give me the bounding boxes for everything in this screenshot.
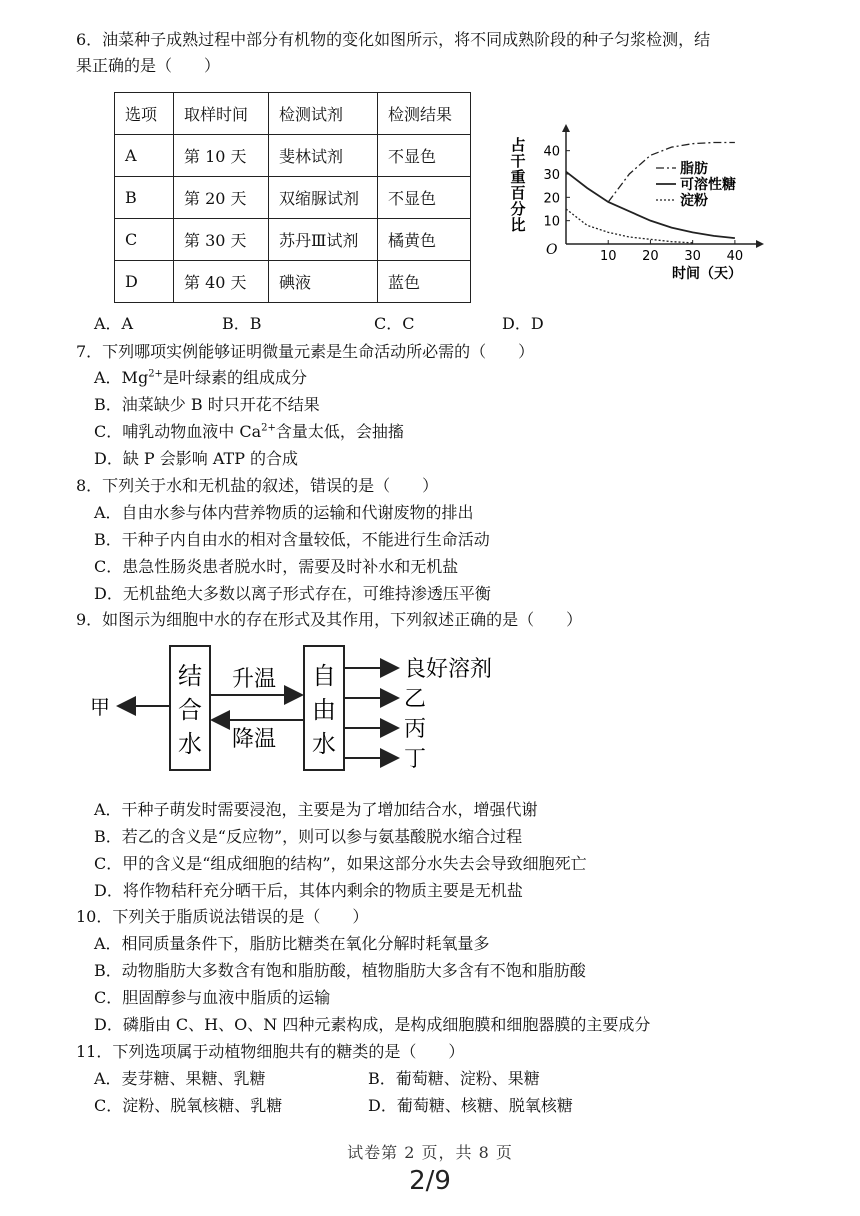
free-water-label: 自由水 bbox=[312, 662, 336, 758]
table-header-cell: 检测结果 bbox=[378, 93, 471, 135]
table-row bbox=[115, 135, 471, 177]
table-cell: 不显色 bbox=[378, 135, 471, 177]
chart-legend bbox=[656, 160, 736, 209]
table-cell: 双缩脲试剂 bbox=[269, 177, 378, 219]
chart-y-tick-label: 30 bbox=[543, 168, 560, 183]
q10-option-d: D．磷脂由 C、H、O、N 四种元素构成，是构成细胞膜和细胞器膜的主要成分 bbox=[94, 1015, 651, 1034]
chart-x-axis-arrow bbox=[756, 240, 764, 248]
heating-label: 升温 bbox=[232, 667, 277, 692]
q8-option-c: C．患急性肠炎患者脱水时，需要及时补水和无机盐 bbox=[94, 557, 459, 576]
chart-y-tick-label: 40 bbox=[543, 144, 560, 160]
page-counter: 2/9 bbox=[409, 1166, 451, 1196]
q11-option-d: D．葡萄糖、核糖、脱氧核糖 bbox=[368, 1096, 573, 1115]
q8-option-a: A．自由水参与体内营养物质的运输和代谢废物的排出 bbox=[94, 503, 474, 522]
chart-y-tick-label: 20 bbox=[543, 191, 560, 207]
q10-stem: 10．下列关于脂质说法错误的是（ ） bbox=[76, 907, 369, 926]
cooling-label: 降温 bbox=[232, 727, 277, 752]
q10-option-b: B．动物脂肪大多数含有饱和脂肪酸，植物脂肪大多含有不饱和脂肪酸 bbox=[94, 961, 586, 980]
q7-stem: 7．下列哪项实例能够证明微量元素是生命活动所必需的（ ） bbox=[76, 342, 535, 361]
chart-xlabel: 时间（天） bbox=[672, 266, 742, 282]
table-cell: 蓝色 bbox=[378, 261, 471, 303]
q9-water-diagram bbox=[60, 640, 540, 780]
table-header-cell: 取样时间 bbox=[174, 93, 269, 135]
q8-option-d: D．无机盐绝大多数以离子形式存在，可维持渗透压平衡 bbox=[94, 584, 491, 603]
chart-series-line bbox=[608, 143, 735, 203]
table-cell: A bbox=[115, 135, 174, 177]
q7-option-c-sup: 2+ bbox=[261, 422, 276, 434]
table-cell: 第 20 天 bbox=[174, 177, 269, 219]
q9-stem: 9．如图示为细胞中水的存在形式及其作用，下列叙述正确的是（ ） bbox=[76, 610, 583, 629]
table-cell: 第 30 天 bbox=[174, 219, 269, 261]
q7-option-c-post: 含量太低，会抽搐 bbox=[275, 422, 404, 441]
q7-option-b: B．油菜缺少 B 时只开花不结果 bbox=[94, 395, 320, 414]
q7-option-a bbox=[94, 368, 307, 387]
q9-option-c: C．甲的含义是“组成细胞的结构”，如果这部分水失去会导致细胞死亡 bbox=[94, 854, 587, 873]
chart-x-tick-label: 20 bbox=[642, 249, 659, 264]
output-yi-label: 乙 bbox=[404, 687, 427, 712]
table-cell: D bbox=[115, 261, 174, 303]
output-good-solvent-label: 良好溶剂 bbox=[404, 657, 493, 682]
table-cell: 橘黄色 bbox=[378, 219, 471, 261]
table-row bbox=[115, 261, 471, 303]
page-footer-label: 试卷第 2 页，共 8 页 bbox=[347, 1143, 513, 1162]
q6-option-d: D．D bbox=[502, 314, 544, 333]
chart-legend-label: 脂肪 bbox=[680, 161, 708, 177]
q7-option-c-pre: C．哺乳动物血液中 Ca bbox=[94, 422, 262, 441]
table-header-cell: 检测试剂 bbox=[269, 93, 378, 135]
q9-option-b: B．若乙的含义是“反应物”，则可以参与氨基酸脱水缩合过程 bbox=[94, 827, 523, 846]
output-jia-label: 甲 bbox=[90, 695, 110, 719]
chart-series-line bbox=[566, 209, 693, 243]
q6-stem-line2: 果正确的是（ ） bbox=[76, 56, 221, 75]
bound-water-label: 结合水 bbox=[178, 662, 202, 758]
table-cell: 斐林试剂 bbox=[269, 135, 378, 177]
table-cell: 第 10 天 bbox=[174, 135, 269, 177]
q8-stem: 8．下列关于水和无机盐的叙述，错误的是（ ） bbox=[76, 476, 439, 495]
q6-option-b: B．B bbox=[222, 314, 262, 333]
q7-option-d: D．缺 P 会影响 ATP 的合成 bbox=[94, 449, 299, 468]
q11-option-c: C．淀粉、脱氧核糖、乳糖 bbox=[94, 1096, 283, 1115]
q6-stem-line1: 6．油菜种子成熟过程中部分有机物的变化如图所示，将不同成熟阶段的种子匀浆检测，结 bbox=[76, 30, 711, 49]
q6-option-c: C．C bbox=[374, 314, 415, 333]
q7-option-a-pre: A．Mg bbox=[94, 368, 149, 387]
table-cell: 第 40 天 bbox=[174, 261, 269, 303]
table-cell: C bbox=[115, 219, 174, 261]
q10-option-a: A．相同质量条件下，脂肪比糖类在氧化分解时耗氧量多 bbox=[94, 934, 490, 953]
q6-line-chart bbox=[500, 120, 800, 290]
q11-stem: 11．下列选项属于动植物细胞共有的糖类的是（ ） bbox=[76, 1042, 465, 1061]
table-cell: 不显色 bbox=[378, 177, 471, 219]
q11-option-a: A．麦芽糖、果糖、乳糖 bbox=[94, 1069, 266, 1088]
chart-y-tick-label: 10 bbox=[543, 214, 560, 230]
q8-option-b: B．干种子内自由水的相对含量较低，不能进行生命活动 bbox=[94, 530, 490, 549]
q7-option-c bbox=[94, 422, 404, 441]
q9-option-a: A．干种子萌发时需要浸泡，主要是为了增加结合水，增强代谢 bbox=[94, 800, 538, 819]
q7-option-a-post: 是叶绿素的组成成分 bbox=[162, 368, 307, 387]
chart-axes bbox=[543, 124, 764, 264]
table-header-cell: 选项 bbox=[115, 93, 174, 135]
chart-ylabel: 占干重百分比 bbox=[510, 136, 526, 234]
chart-legend-label: 可溶性糖 bbox=[680, 177, 736, 193]
table-cell: 碘液 bbox=[269, 261, 378, 303]
chart-y-axis-arrow bbox=[562, 124, 570, 132]
table-cell: B bbox=[115, 177, 174, 219]
output-ding-label: 丁 bbox=[404, 747, 427, 772]
chart-x-tick-label: 40 bbox=[726, 249, 744, 264]
table-row bbox=[115, 177, 471, 219]
q10-option-c: C．胆固醇参与血液中脂质的运输 bbox=[94, 988, 331, 1007]
chart-x-tick-label: 10 bbox=[599, 249, 617, 264]
q7-option-a-sup: 2+ bbox=[148, 368, 163, 380]
table-row bbox=[115, 219, 471, 261]
q6-option-a: A．A bbox=[94, 314, 134, 333]
table-cell: 苏丹Ⅲ试剂 bbox=[269, 219, 378, 261]
chart-x-tick-label: 30 bbox=[684, 249, 701, 264]
output-bing-label: 丙 bbox=[404, 717, 427, 742]
chart-legend-label: 淀粉 bbox=[680, 193, 708, 209]
chart-origin-label: O bbox=[546, 242, 558, 258]
table-header-row bbox=[115, 93, 471, 135]
q9-option-d: D．将作物秸秆充分晒干后，其体内剩余的物质主要是无机盐 bbox=[94, 881, 523, 900]
q11-option-b: B．葡萄糖、淀粉、果糖 bbox=[368, 1069, 540, 1088]
q6-table bbox=[114, 92, 471, 303]
